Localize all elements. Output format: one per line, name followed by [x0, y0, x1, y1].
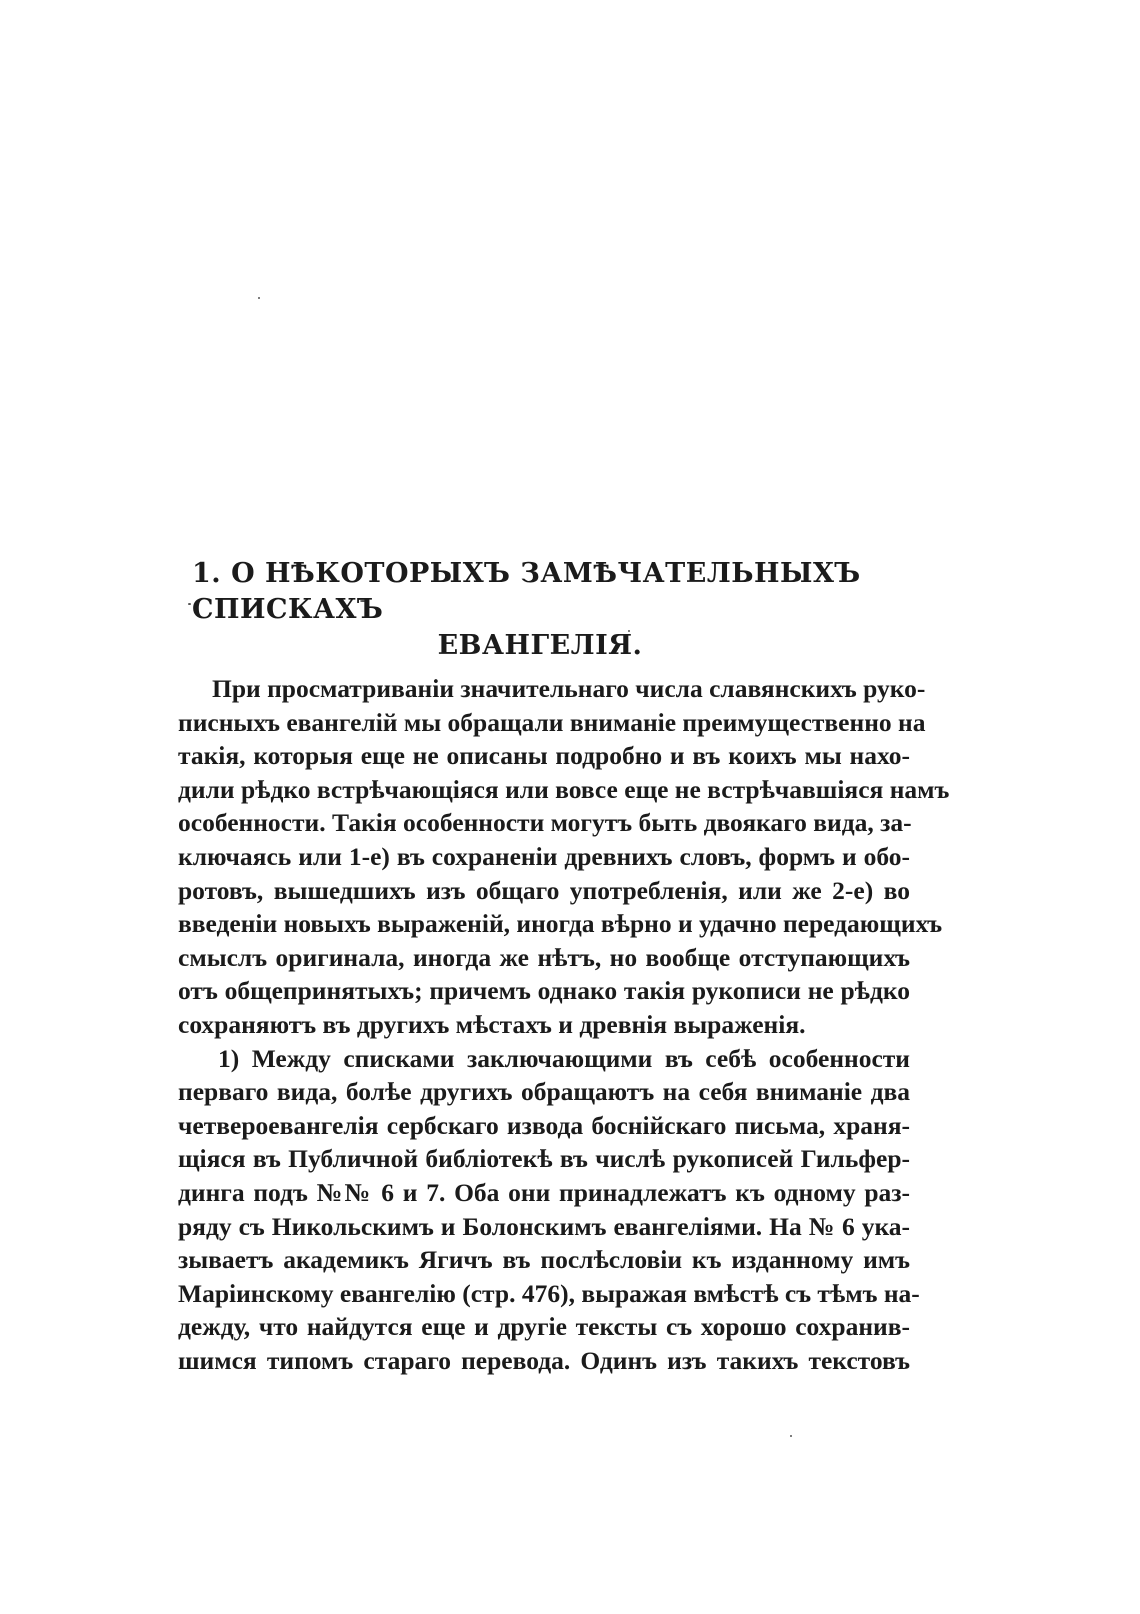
text-line: Маріинскому евангелію (стр. 476), выражая вмѣстѣ съ тѣмъ на-: [178, 1278, 920, 1308]
chapter-heading-line-2: ЕВАНГЕЛІЯ.: [437, 630, 643, 661]
text-line: динга подъ №№ 6 и 7. Оба они принадлежатъ къ одному раз-: [178, 1177, 910, 1207]
text-line: дежду, что найдутся еще и другіе тексты съ хорошо сохранив-: [178, 1312, 910, 1342]
chapter-heading: [170, 556, 910, 664]
text-line: При просматриваніи значительнаго числа славянскихъ руко-: [212, 674, 926, 703]
scan-speck: [258, 297, 260, 299]
chapter-heading-line-1: 1. О НѢКОТОРЫХЪ ЗАМѢЧАТЕЛЬНЫХЪ СПИСКАХЪ: [192, 558, 861, 625]
text-line: ротовъ, вышедшихъ изъ общаго употребленія, или же 2-е) во: [178, 875, 910, 905]
text-line: введеніи новыхъ выраженій, иногда вѣрно и удачно передающихъ: [178, 909, 943, 939]
text-line: сохраняютъ въ другихъ мѣстахъ и древнія выраженія.: [178, 1009, 806, 1039]
text-line: щіяся въ Публичной библіотекѣ въ числѣ рукописей Гильфер-: [178, 1144, 910, 1174]
paragraph-1: [178, 672, 950, 1042]
body-text: [178, 672, 950, 1377]
text-line: такія, которыя еще не описаны подробно и въ коихъ мы нахо-: [178, 741, 910, 771]
text-line: дили рѣдко встрѣчающіяся или вовсе еще не встрѣчавшіяся намъ: [178, 774, 950, 804]
paragraph-2: [178, 1042, 920, 1378]
text-line: писныхъ евангелій мы обращали вниманіе преимущественно на: [178, 707, 926, 737]
scan-speck: [790, 1435, 792, 1437]
text-line: 1) Между списками заключающими въ себѣ особенности: [218, 1043, 910, 1073]
text-line: ряду съ Никольскимъ и Болонскимъ евангеліями. На № 6 ука-: [178, 1211, 910, 1241]
text-line: особенности. Такія особенности могутъ быть двоякаго вида, за-: [178, 808, 912, 838]
text-line: смыслъ оригинала, иногда же нѣтъ, но вообще отступающихъ: [178, 942, 910, 972]
text-line: зываетъ академикъ Ягичъ въ послѣсловіи къ изданному имъ: [178, 1245, 910, 1275]
text-line: перваго вида, болѣе другихъ обращаютъ на себя вниманіе два: [178, 1077, 910, 1107]
text-line: ключаясь или 1-е) въ сохраненіи древнихъ словъ, формъ и обо-: [178, 841, 910, 871]
text-line: четвероевангелія сербскаго извода боснійскаго письма, храня-: [178, 1110, 910, 1140]
text-line: шимся типомъ стараго перевода. Одинъ изъ такихъ текстовъ: [178, 1345, 910, 1375]
text-line: отъ общепринятыхъ; причемъ однако такія рукописи не рѣдко: [178, 976, 910, 1006]
